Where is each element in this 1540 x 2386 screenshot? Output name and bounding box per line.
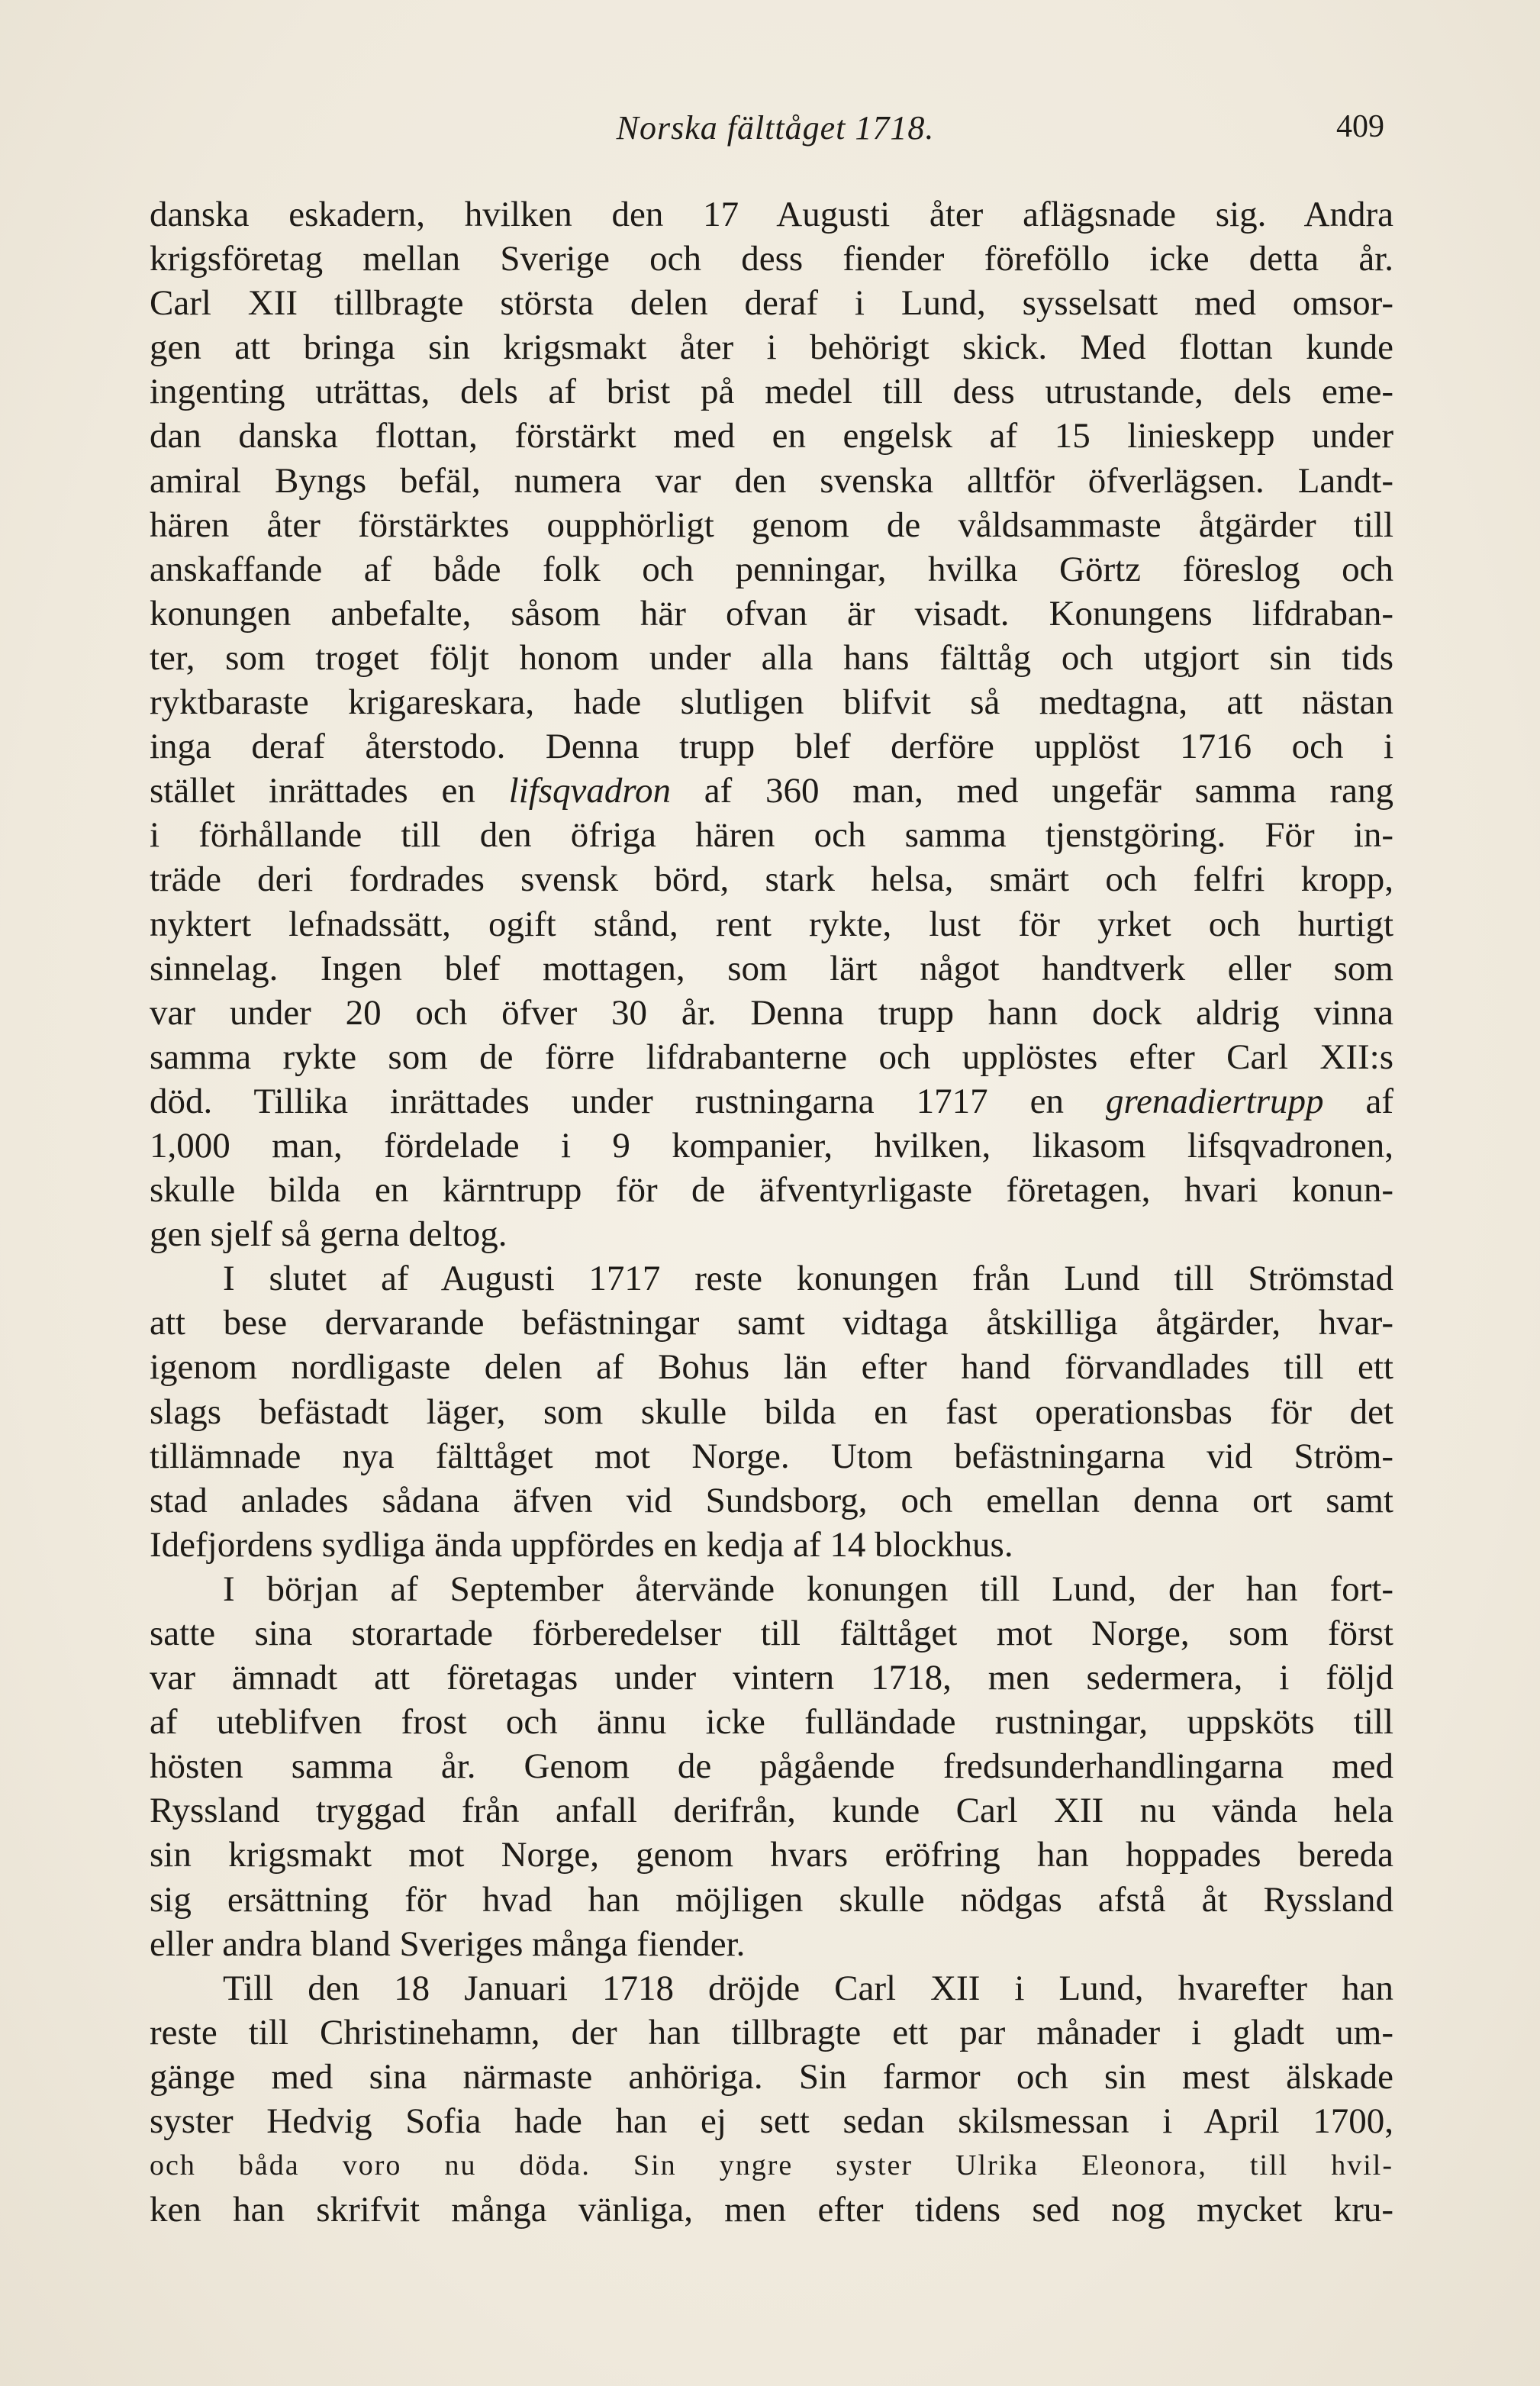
text-line: och båda voro nu döda. Sin yngre syster Ulrika Eleonora, till hvil-	[150, 2149, 1393, 2182]
text-line: af uteblifven frost och ännu icke fulländade rustningar, uppsköts till	[150, 1702, 1393, 1743]
text-line: krigsföretag mellan Sverige och dess fiender föreföllo icke detta år.	[150, 239, 1393, 279]
text-line: träde deri fordrades svensk börd, stark helsa, smärt och felfri kropp,	[150, 859, 1393, 900]
body-text	[150, 192, 1393, 2232]
text-line: danska eskadern, hvilken den 17 Augusti åter aflägsnade sig. Andra	[150, 195, 1393, 234]
text-line: var under 20 och öfver 30 år. Denna trupp hann dock aldrig vinna	[150, 992, 1393, 1033]
text-line: sin krigsmakt mot Norge, genom hvars eröfring han hoppades bereda	[150, 1835, 1393, 1875]
text-run: stället inrättades en	[150, 771, 509, 811]
text-line: ter, som troget följt honom under alla hans fälttåg och utgjort sin tids	[150, 637, 1393, 678]
text-line: satte sina storartade förberedelser till fälttåget mot Norge, som först	[150, 1614, 1393, 1653]
text-line: att bese dervarande befästningar samt vidtaga åtskilliga åtgärder, hvar-	[150, 1303, 1393, 1343]
text-line: skulle bilda en kärntrupp för de äfventyrligaste företagen, hvari konun-	[150, 1170, 1393, 1211]
text-line: sinnelag. Ingen blef mottagen, som lärt något handtverk eller som	[150, 948, 1393, 988]
text-line: slags befästadt läger, som skulle bilda en fast operationsbas för det	[150, 1391, 1393, 1432]
text-line: Idefjordens sydliga ända uppfördes en kedja af 14 blockhus.	[150, 1524, 1013, 1565]
text-run: af 360 man, med ungefär samma rang	[670, 771, 1393, 811]
text-line: I början af September återvände konungen till Lund, der han fort-	[223, 1569, 1393, 1609]
text-line: gen sjelf så gerna deltog.	[150, 1214, 507, 1255]
text-line: nyktert lefnadssätt, ogift stånd, rent rykte, lust för yrket och hurtigt	[150, 904, 1393, 944]
text-line: reste till Christinehamn, der han tillbragte ett par månader i gladt um-	[150, 2012, 1393, 2052]
text-run: död. Tillika inrättades under rustningarna 1717 en	[150, 1081, 1107, 1121]
text-line: stad anlades sådana äfven vid Sundsborg, och emellan denna ort samt	[150, 1480, 1393, 1520]
text-line: tillämnade nya fälttåget mot Norge. Utom befästningarna vid Ström-	[150, 1436, 1393, 1476]
text-line: Carl XII tillbragte största delen deraf i Lund, sysselsatt med omsor-	[150, 283, 1393, 324]
text-line: hösten samma år. Genom de pågående fredsunderhandlingarna med	[150, 1746, 1393, 1787]
text-line: igenom nordligaste delen af Bohus län efter hand förvandlades till ett	[150, 1347, 1393, 1388]
text-line: ryktbaraste krigareskara, hade slutligen blifvit så medtagna, att nästan	[150, 682, 1393, 723]
text-line	[150, 769, 1393, 813]
italic-term-lifsqvadron: lifsqvadron	[508, 771, 671, 811]
text-line: anskaffande af både folk och penningar, hvilka Görtz föreslog och	[150, 549, 1393, 589]
text-line: ingenting uträttas, dels af brist på medel till dess utrustande, dels eme-	[150, 372, 1393, 412]
text-line: inga deraf återstodo. Denna trupp blef derföre upplöst 1716 och i	[150, 727, 1393, 767]
text-line: syster Hedvig Sofia hade han ej sett sedan skilsmessan i April 1700,	[150, 2101, 1393, 2142]
text-line: 1,000 man, fördelade i 9 kompanier, hvilken, likasom lifsqvadronen,	[150, 1125, 1393, 1166]
text-line: dan danska flottan, förstärkt med en engelsk af 15 linieskepp under	[150, 416, 1393, 456]
text-line: Till den 18 Januari 1718 dröjde Carl XII i Lund, hvarefter han	[223, 1968, 1393, 2008]
text-line: var ämnadt att företagas under vintern 1718, men sedermera, i följd	[150, 1658, 1393, 1698]
text-line: eller andra bland Sveriges många fiender.	[150, 1923, 746, 1964]
text-line: gen att bringa sin krigsmakt åter i behörigt skick. Med flottan kunde	[150, 327, 1393, 368]
text-run: af	[1323, 1081, 1393, 1121]
running-title: Norska fälttåget 1718.	[616, 109, 935, 147]
italic-term-grenadiertrupp: grenadiertrupp	[1106, 1081, 1324, 1121]
text-line: gänge med sina närmaste anhöriga. Sin farmor och sin mest älskade	[150, 2056, 1393, 2097]
text-line: konungen anbefalte, såsom här ofvan är visadt. Konungens lifdraban-	[150, 593, 1393, 634]
text-line: I slutet af Augusti 1717 reste konungen från Lund till Strömstad	[223, 1259, 1393, 1299]
text-line: Ryssland tryggad från anfall derifrån, kunde Carl XII nu vända hela	[150, 1791, 1393, 1831]
text-line: amiral Byngs befäl, numera var den svenska alltför öfverlägsen. Landt-	[150, 460, 1393, 501]
text-line	[150, 1079, 1393, 1124]
text-line: i förhållande till den öfriga hären och samma tjenstgöring. För in-	[150, 815, 1393, 856]
text-line: hären åter förstärktes oupphörligt genom de våldsammaste åtgärder till	[150, 505, 1393, 545]
text-line: ken han skrifvit många vänliga, men efter tidens sed nog mycket kru-	[150, 2190, 1393, 2230]
text-line: samma rykte som de förre lifdrabanterne och upplöstes efter Carl XII:s	[150, 1037, 1393, 1077]
page-number: 409	[1336, 109, 1384, 144]
running-header	[150, 108, 1401, 154]
text-line: sig ersättning för hvad han möjligen skulle nödgas afstå åt Ryssland	[150, 1879, 1393, 1920]
